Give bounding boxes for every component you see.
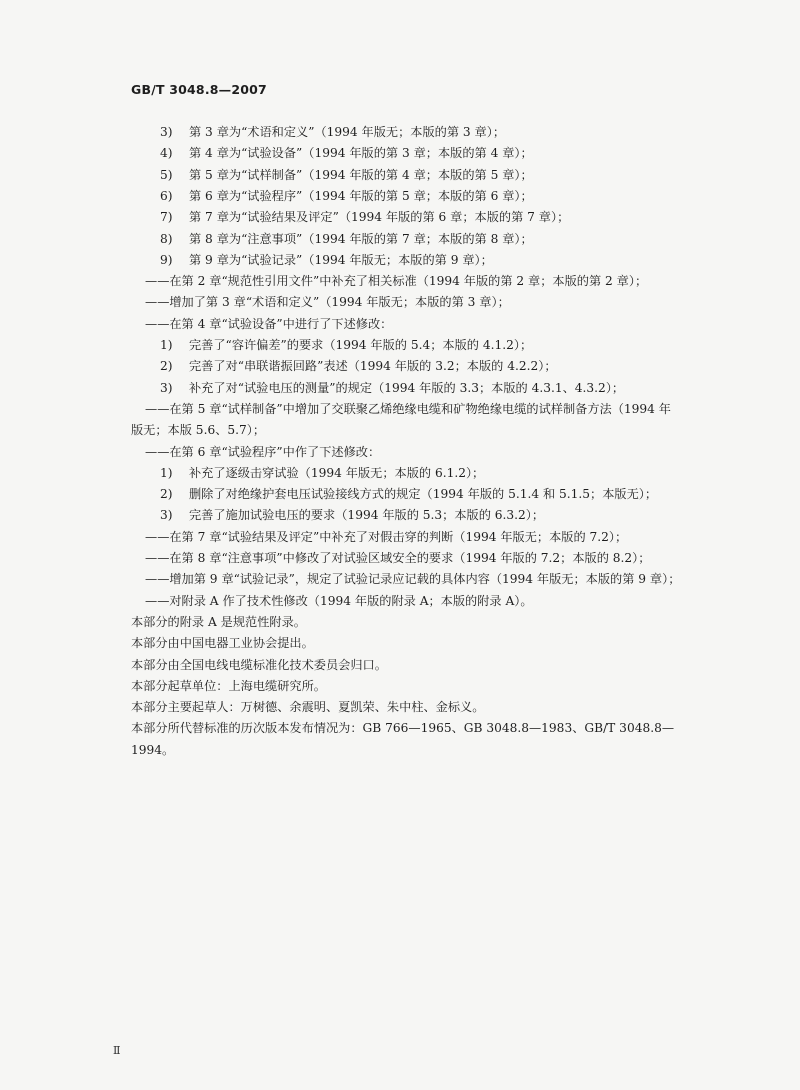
line-text: 完善了“容许偏差”的要求（1994 年版的 5.4；本版的 4.1.2）； xyxy=(189,338,533,352)
standard-number-header: GB/T 3048.8—2007 xyxy=(131,82,267,97)
line-text: ——在第 5 章“试样制备”中增加了交联聚乙烯绝缘电缆和矿物绝缘电缆的试样制备方法（1994 年 xyxy=(145,401,671,416)
paragraph-line xyxy=(131,678,326,694)
line-text: ——在第 7 章“试验结果及评定”中补充了对假击穿的判断（1994 年版无；本版的 7.2）； xyxy=(145,529,628,544)
numbered-list-item xyxy=(160,465,484,481)
numbered-list-item xyxy=(160,337,532,353)
line-text: 本部分所代替标准的历次版本发布情况为：GB 766—1965、GB 3048.8—1983、GB/T 3048.8— xyxy=(131,721,675,736)
dash-list-item xyxy=(145,571,680,587)
list-item-number: 6) xyxy=(160,188,173,203)
line-text: 第 6 章为“试验程序”（1994 年版的第 5 章；本版的第 6 章）； xyxy=(189,188,533,203)
line-text: 补充了逐级击穿试验（1994 年版无；本版的 6.1.2）； xyxy=(189,465,485,480)
list-item-number: 2) xyxy=(160,487,173,502)
line-text: ——在第 8 章“注意事项”中修改了对试验区域安全的要求（1994 年版的 7.2；本版的 8.2）； xyxy=(145,551,651,565)
line-text: ——在第 2 章“规范性引用文件”中补充了相关标准（1994 年版的第 2 章；本版的第 2 章）； xyxy=(145,274,648,289)
numbered-list-item xyxy=(160,507,544,523)
line-text: 本部分起草单位：上海电缆研究所。 xyxy=(131,678,326,693)
line-text: 版无；本版 5.6、5.7）； xyxy=(131,423,266,438)
line-text: 完善了对“串联谐振回路”表述（1994 年版的 3.2；本版的 4.2.2）； xyxy=(189,359,557,374)
line-text: 第 7 章为“试验结果及评定”（1994 年版的第 6 章；本版的第 7 章）； xyxy=(189,210,570,225)
dash-list-item xyxy=(145,316,392,332)
list-item-number: 3) xyxy=(160,508,173,523)
line-text: 删除了对绝缘护套电压试验接线方式的规定（1994 年版的 5.1.4 和 5.1.5；本版无）； xyxy=(189,487,658,502)
list-item-number: 4) xyxy=(160,146,173,161)
line-text: 第 3 章为“术语和定义”（1994 年版无；本版的第 3 章）； xyxy=(189,125,506,139)
list-item-number: 1) xyxy=(160,338,173,352)
dash-list-item xyxy=(145,273,647,289)
line-text: 第 8 章为“注意事项”（1994 年版的第 7 章；本版的第 8 章）； xyxy=(189,231,533,246)
dash-list-item xyxy=(145,550,650,566)
line-text: 本部分主要起草人：万树德、余震明、夏凯荣、朱中柱、金标义。 xyxy=(131,700,485,715)
line-text: ——对附录 A 作了技术性修改（1994 年版的附录 A；本版的附录 A）。 xyxy=(145,593,533,608)
paragraph-line xyxy=(131,614,306,630)
list-item-number: 3) xyxy=(160,380,173,395)
numbered-list-item xyxy=(160,358,557,374)
line-text: 本部分的附录 A 是规范性附录。 xyxy=(131,614,306,629)
list-item-number: 7) xyxy=(160,210,173,225)
dash-list-item xyxy=(145,294,510,310)
numbered-list-item xyxy=(160,252,493,268)
line-text: ——在第 6 章“试验程序”中作了下述修改： xyxy=(145,444,381,459)
numbered-list-item xyxy=(160,380,624,396)
list-item-number: 8) xyxy=(160,231,173,246)
numbered-list-item xyxy=(160,486,657,502)
paragraph-line xyxy=(131,699,484,715)
numbered-list-item xyxy=(160,124,505,140)
paragraph-line xyxy=(131,422,265,438)
dash-list-item xyxy=(145,529,627,545)
page-number: Ⅱ xyxy=(113,1044,121,1057)
line-text: ——增加第 9 章“试验记录”，规定了试验记录应记载的具体内容（1994 年版无；本版的第 9 章）； xyxy=(145,572,681,587)
list-item-number: 1) xyxy=(160,465,173,480)
paragraph-line xyxy=(131,657,387,673)
paragraph-line xyxy=(131,635,314,651)
dash-list-item xyxy=(145,593,533,609)
numbered-list-item xyxy=(160,231,533,247)
line-text: 第 5 章为“试样制备”（1994 年版的第 4 章；本版的第 5 章）； xyxy=(189,167,533,182)
line-text: 补充了对“试验电压的测量”的规定（1994 年版的 3.3；本版的 4.3.1、4.3.2）； xyxy=(189,380,625,395)
dash-list-item xyxy=(145,401,671,417)
list-item-number: 9) xyxy=(160,252,173,267)
list-item-number: 2) xyxy=(160,359,173,374)
line-text: 本部分由中国电器工业协会提出。 xyxy=(131,636,314,651)
list-item-number: 5) xyxy=(160,167,173,182)
line-text: 第 9 章为“试验记录”（1994 年版无；本版的第 9 章）； xyxy=(189,252,493,267)
line-text: ——增加了第 3 章“术语和定义”（1994 年版无；本版的第 3 章）； xyxy=(145,295,510,310)
dash-list-item xyxy=(145,444,380,460)
line-text: 本部分由全国电线电缆标准化技术委员会归口。 xyxy=(131,657,387,672)
line-text: 完善了施加试验电压的要求（1994 年版的 5.3；本版的 6.3.2）； xyxy=(189,508,545,523)
numbered-list-item xyxy=(160,209,569,225)
numbered-list-item xyxy=(160,145,533,161)
line-text: ——在第 4 章“试验设备”中进行了下述修改： xyxy=(145,316,393,331)
numbered-list-item xyxy=(160,167,533,183)
paragraph-line xyxy=(131,742,174,758)
numbered-list-item xyxy=(160,188,533,204)
paragraph-line xyxy=(131,720,674,736)
list-item-number: 3) xyxy=(160,125,173,139)
line-text: 1994。 xyxy=(131,742,175,757)
line-text: 第 4 章为“试验设备”（1994 年版的第 3 章；本版的第 4 章）； xyxy=(189,146,533,161)
